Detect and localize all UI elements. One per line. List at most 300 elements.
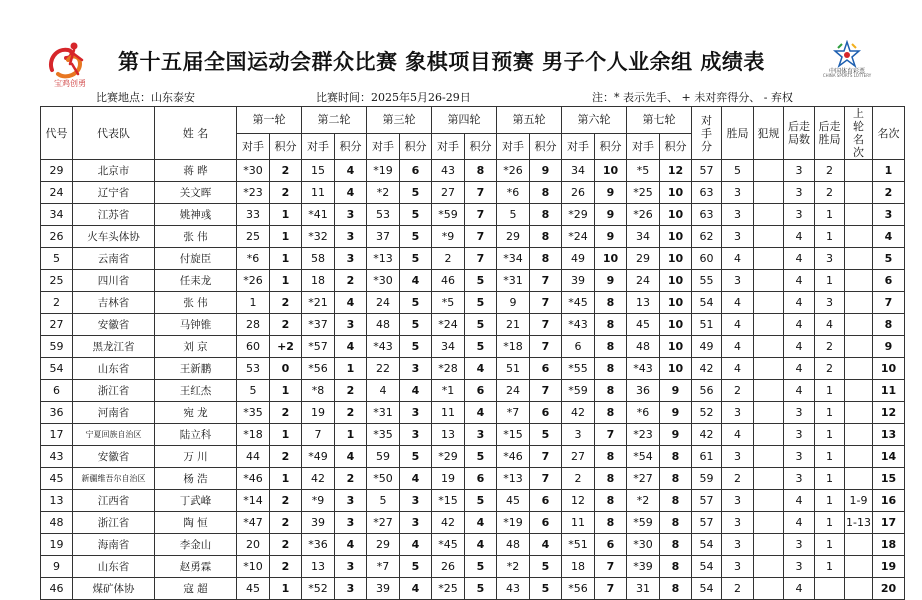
header-opponent: 对手 [432,133,465,160]
cell-opponent: *9 [302,490,335,512]
games-logo-icon [44,40,90,82]
cell-wins: 3 [722,270,754,292]
cell-points: 4 [400,578,432,600]
cell-points: 9 [660,402,692,424]
table-row [41,512,905,534]
cell-points: 5 [465,556,497,578]
cell-points: 9 [595,182,627,204]
cell-opponent: *29 [432,446,465,468]
cell-opponent: *15 [432,490,465,512]
cell-opponent: *23 [237,182,270,204]
cell-opponent: 43 [497,578,530,600]
cell-opponent: 26 [562,182,595,204]
cell-opponent: 15 [302,160,335,182]
cell-points: 5 [400,204,432,226]
table-row [41,490,905,512]
cell-wins: 3 [722,204,754,226]
cell-points: 1 [270,424,302,446]
cell-opponent: *21 [302,292,335,314]
cell-opponent: *26 [237,270,270,292]
cell-points: 8 [530,226,562,248]
cell-points: 5 [465,314,497,336]
cell-name: 陆立科 [155,424,237,446]
cell-points: 1 [270,468,302,490]
cell-rank: 20 [873,578,905,600]
cell-rank: 18 [873,534,905,556]
cell-opponent: *32 [302,226,335,248]
cell-opponent: *28 [432,358,465,380]
cell-points: 8 [530,248,562,270]
cell-opponent: 11 [562,512,595,534]
cell-rank: 7 [873,292,905,314]
cell-opponent: 42 [302,468,335,490]
table-row [41,402,905,424]
cell-name: 马钟锥 [155,314,237,336]
cell-name: 任耒龙 [155,270,237,292]
cell-name: 陶 恒 [155,512,237,534]
cell-opponent: *18 [497,336,530,358]
cell-points: 9 [595,226,627,248]
cell-wins: 3 [722,402,754,424]
cell-points: 1 [270,380,302,402]
cell-points: 8 [660,490,692,512]
header-round-6: 第六轮 [562,107,627,134]
cell-wins: 3 [722,226,754,248]
cell-code: 27 [41,314,73,336]
cell-opponent: 48 [367,314,400,336]
table-row [41,534,905,556]
cell-points: 10 [595,160,627,182]
cell-later-wins: 1 [815,556,845,578]
cell-name: 赵勇霖 [155,556,237,578]
cell-opponent: *37 [302,314,335,336]
cell-rank: 1 [873,160,905,182]
cell-opponent: 5 [237,380,270,402]
cell-opp-score: 60 [692,248,722,270]
cell-opponent: 53 [367,204,400,226]
header-opponent: 对手 [367,133,400,160]
cell-opponent: 42 [432,512,465,534]
cell-opponent: *30 [367,270,400,292]
header-name: 姓 名 [155,107,237,160]
cell-foul [754,292,784,314]
header-points: 积分 [595,133,627,160]
cell-opp-score: 51 [692,314,722,336]
header-opponent: 对手 [302,133,335,160]
cell-points: 5 [400,336,432,358]
cell-name: 刘 京 [155,336,237,358]
cell-points: 3 [335,226,367,248]
cell-team: 山东省 [73,556,155,578]
cell-points: 5 [530,424,562,446]
cell-opponent: 5 [367,490,400,512]
cell-points: 8 [595,402,627,424]
cell-opponent: 60 [237,336,270,358]
cell-foul [754,160,784,182]
cell-later-games: 4 [784,380,815,402]
cell-wins: 3 [722,446,754,468]
table-row [41,336,905,358]
cell-later-wins: 1 [815,424,845,446]
cell-points: 7 [595,556,627,578]
cell-opponent: 26 [432,556,465,578]
cell-opponent: 19 [302,402,335,424]
cell-points: 3 [335,490,367,512]
cell-name: 王新鹏 [155,358,237,380]
cell-opponent: *30 [627,534,660,556]
cell-opponent: 22 [367,358,400,380]
cell-opponent: 31 [627,578,660,600]
cell-later-games: 4 [784,248,815,270]
cell-opponent: *34 [497,248,530,270]
header-round-1: 第一轮 [237,107,302,134]
cell-points: 2 [335,468,367,490]
cell-points: 5 [465,578,497,600]
cell-rank: 14 [873,446,905,468]
cell-opponent: *45 [562,292,595,314]
cell-points: 3 [465,424,497,446]
cell-opponent: 37 [367,226,400,248]
cell-opp-score: 54 [692,534,722,556]
cell-wins: 4 [722,248,754,270]
cell-opponent: 13 [302,556,335,578]
cell-rank: 17 [873,512,905,534]
cell-opponent: 2 [562,468,595,490]
cell-points: 4 [335,446,367,468]
cell-opponent: 1 [237,292,270,314]
cell-later-games: 3 [784,468,815,490]
cell-later-wins: 2 [815,160,845,182]
cell-team: 浙江省 [73,512,155,534]
table-row [41,204,905,226]
cell-points: 12 [660,160,692,182]
cell-points: 4 [335,160,367,182]
cell-points: 7 [465,204,497,226]
cell-opponent: 18 [302,270,335,292]
table-row [41,468,905,490]
cell-opponent: *26 [497,160,530,182]
cell-opponent: 13 [627,292,660,314]
header-points: 积分 [465,133,497,160]
cell-opponent: 29 [627,248,660,270]
cell-opponent: *25 [432,578,465,600]
cell-code: 9 [41,556,73,578]
cell-points: 5 [465,490,497,512]
cell-opponent: 27 [432,182,465,204]
cell-points: 7 [465,182,497,204]
cell-points: 1 [270,270,302,292]
cell-points: 1 [270,204,302,226]
cell-points: 4 [335,292,367,314]
cell-opponent: 4 [367,380,400,402]
table-row [41,556,905,578]
cell-wins: 5 [722,160,754,182]
cell-opponent: 20 [237,534,270,556]
cell-foul [754,578,784,600]
cell-later-wins: 1 [815,380,845,402]
table-row [41,292,905,314]
cell-code: 25 [41,270,73,292]
cell-foul [754,226,784,248]
cell-opponent: *13 [367,248,400,270]
cell-points: 3 [400,424,432,446]
cell-prev-rank [845,446,873,468]
cell-points: 4 [400,534,432,556]
cell-points: 7 [465,248,497,270]
header-opp-score: 对手分 [692,107,722,160]
cell-points: 8 [595,292,627,314]
cell-opp-score: 57 [692,512,722,534]
cell-opponent: *5 [627,160,660,182]
cell-points: 10 [660,248,692,270]
cell-team: 安徽省 [73,314,155,336]
header-opponent: 对手 [562,133,595,160]
cell-wins: 4 [722,358,754,380]
cell-code: 13 [41,490,73,512]
table-row [41,248,905,270]
cell-opponent: *19 [497,512,530,534]
cell-opp-score: 57 [692,490,722,512]
table-row [41,182,905,204]
cell-points: 2 [270,314,302,336]
cell-later-wins: 3 [815,292,845,314]
cell-opponent: 34 [432,336,465,358]
cell-opponent: 43 [432,160,465,182]
cell-opponent: 39 [562,270,595,292]
table-row [41,424,905,446]
cell-opponent: 34 [562,160,595,182]
cell-team: 煤矿体协 [73,578,155,600]
logo-right-caption: 中国体育彩票 [828,68,865,75]
cell-points: 8 [660,534,692,556]
cell-wins: 2 [722,578,754,600]
cell-later-games: 3 [784,182,815,204]
results-table [40,106,905,600]
cell-points: 7 [595,424,627,446]
cell-code: 6 [41,380,73,402]
cell-points: 8 [465,160,497,182]
cell-opponent: *59 [562,380,595,402]
cell-later-wins [815,578,845,600]
cell-points: 5 [400,314,432,336]
cell-foul [754,358,784,380]
cell-code: 43 [41,446,73,468]
cell-opponent: 2 [432,248,465,270]
cell-points: 8 [595,446,627,468]
cell-rank: 8 [873,314,905,336]
cell-name: 蒋 晔 [155,160,237,182]
cell-opponent: *13 [497,468,530,490]
cell-opponent: 13 [432,424,465,446]
cell-opponent: 29 [497,226,530,248]
cell-later-wins: 2 [815,182,845,204]
cell-later-games: 4 [784,270,815,292]
cell-name: 付旋臣 [155,248,237,270]
cell-code: 5 [41,248,73,270]
cell-team: 新疆维吾尔自治区 [73,468,155,490]
cell-wins: 3 [722,182,754,204]
cell-points: 5 [465,446,497,468]
cell-points: 7 [530,314,562,336]
cell-opponent: 44 [237,446,270,468]
cell-wins: 4 [722,314,754,336]
cell-opponent: 59 [367,446,400,468]
cell-opponent: 7 [302,424,335,446]
cell-points: 1 [335,358,367,380]
cell-opp-score: 57 [692,160,722,182]
cell-opponent: 49 [562,248,595,270]
cell-opponent: *46 [237,468,270,490]
cell-points: 2 [270,182,302,204]
cell-opponent: *31 [497,270,530,292]
cell-opponent: *24 [432,314,465,336]
cell-opponent: 5 [497,204,530,226]
cell-points: 2 [270,402,302,424]
cell-opponent: *51 [562,534,595,556]
cell-points: 10 [660,270,692,292]
cell-later-games: 4 [784,336,815,358]
cell-opponent: 25 [237,226,270,248]
cell-wins: 3 [722,556,754,578]
cell-points: 5 [530,578,562,600]
header-prev-rank: 上轮名次 [845,107,873,160]
cell-points: 8 [660,446,692,468]
cell-points: 2 [270,490,302,512]
cell-later-wins: 2 [815,358,845,380]
cell-rank: 5 [873,248,905,270]
cell-points: 8 [595,512,627,534]
cell-code: 36 [41,402,73,424]
cell-team: 浙江省 [73,380,155,402]
table-row [41,446,905,468]
cell-code: 2 [41,292,73,314]
cell-opponent: *18 [237,424,270,446]
cell-code: 54 [41,358,73,380]
cell-later-games: 4 [784,226,815,248]
cell-foul [754,534,784,556]
cell-opponent: *43 [627,358,660,380]
cell-points: 2 [335,270,367,292]
cell-foul [754,380,784,402]
cell-code: 19 [41,534,73,556]
header-rank: 名次 [873,107,905,160]
cell-prev-rank [845,424,873,446]
cell-points: 1 [270,578,302,600]
cell-rank: 19 [873,556,905,578]
cell-points: 7 [595,578,627,600]
cell-opp-score: 63 [692,204,722,226]
cell-later-games: 3 [784,204,815,226]
cell-points: 4 [465,512,497,534]
cell-points: 6 [530,490,562,512]
cell-foul [754,336,784,358]
cell-opponent: *43 [562,314,595,336]
cell-later-wins: 1 [815,534,845,556]
header-opponent: 对手 [237,133,270,160]
venue-text: 比赛地点：山东泰安 [96,91,195,104]
cell-opponent: 11 [432,402,465,424]
cell-points: 8 [530,182,562,204]
cell-opponent: *23 [627,424,660,446]
cell-opponent: *52 [302,578,335,600]
cell-opponent: *29 [562,204,595,226]
cell-later-games: 4 [784,512,815,534]
cell-prev-rank [845,336,873,358]
cell-opponent: 45 [237,578,270,600]
cell-code: 46 [41,578,73,600]
cell-later-wins: 1 [815,270,845,292]
table-row [41,270,905,292]
cell-foul [754,446,784,468]
header-later-wins: 后走胜局 [815,107,845,160]
cell-points: 1 [270,226,302,248]
cell-opponent: 12 [562,490,595,512]
cell-points: 6 [530,402,562,424]
cell-points: 6 [530,512,562,534]
cell-opponent: 39 [302,512,335,534]
cell-later-wins: 1 [815,402,845,424]
cell-opponent: 42 [562,402,595,424]
cell-points: 8 [595,490,627,512]
cell-points: 5 [465,292,497,314]
header-team: 代表队 [73,107,155,160]
cell-points: 5 [465,336,497,358]
cell-later-wins: 1 [815,204,845,226]
cell-name: 丁武峰 [155,490,237,512]
cell-points: 7 [530,468,562,490]
cell-opponent: *19 [367,160,400,182]
cell-points: 2 [270,556,302,578]
cell-wins: 4 [722,292,754,314]
cell-opp-score: 42 [692,424,722,446]
cell-later-games: 3 [784,402,815,424]
cell-opponent: *47 [237,512,270,534]
cell-points: 2 [270,534,302,556]
cell-points: 5 [530,556,562,578]
header-opponent: 对手 [627,133,660,160]
cell-points: 8 [530,204,562,226]
cell-later-games: 4 [784,490,815,512]
cell-points: 10 [660,204,692,226]
cell-points: 3 [400,512,432,534]
cell-points: 3 [335,578,367,600]
header-round-7: 第七轮 [627,107,692,134]
table-row [41,578,905,600]
cell-team: 黑龙江省 [73,336,155,358]
cell-points: 8 [595,336,627,358]
cell-prev-rank [845,314,873,336]
cell-rank: 3 [873,204,905,226]
cell-foul [754,248,784,270]
cell-opponent: 9 [497,292,530,314]
cell-points: 5 [400,446,432,468]
cell-opponent: 19 [432,468,465,490]
cell-rank: 11 [873,380,905,402]
time-text: 比赛时间：2025年5月26-29日 [316,91,471,104]
cell-rank: 10 [873,358,905,380]
cell-points: 10 [660,358,692,380]
cell-prev-rank [845,226,873,248]
cell-opponent: *24 [562,226,595,248]
cell-opponent: *9 [432,226,465,248]
cell-opponent: *15 [497,424,530,446]
cell-points: 6 [530,358,562,380]
cell-opponent: *5 [432,292,465,314]
cell-points: 4 [400,380,432,402]
cell-name: 王红杰 [155,380,237,402]
cell-later-games: 3 [784,160,815,182]
cell-opponent: 34 [627,226,660,248]
